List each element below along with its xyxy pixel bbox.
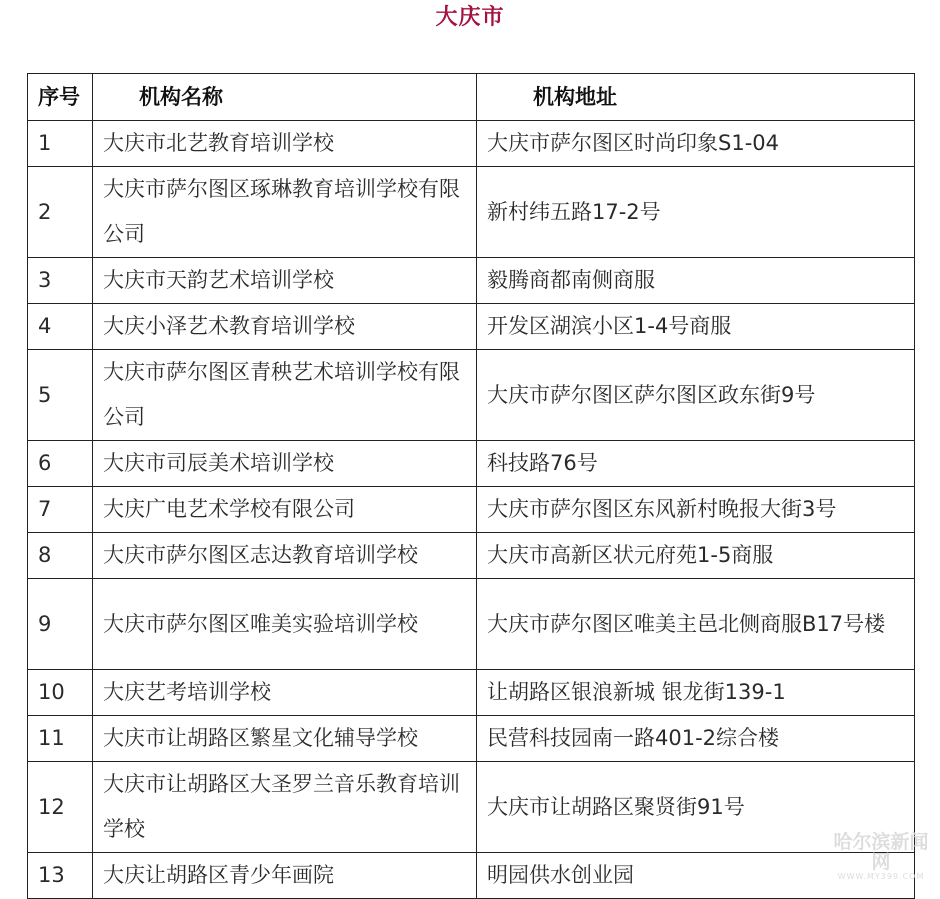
watermark-text: 哈尔滨新闻网 xyxy=(833,831,929,873)
table-row xyxy=(28,853,915,899)
row-name: 大庆小泽艺术教育培训学校 xyxy=(93,304,477,350)
row-address: 大庆市萨尔图区萨尔图区政东街9号 xyxy=(477,350,915,441)
row-address: 大庆市萨尔图区唯美主邑北侧商服B17号楼 xyxy=(477,579,915,670)
table-header-row xyxy=(28,74,915,121)
row-index: 3 xyxy=(28,258,93,304)
row-address: 开发区湖滨小区1-4号商服 xyxy=(477,304,915,350)
table-row xyxy=(28,670,915,716)
table-row xyxy=(28,167,915,258)
row-index: 5 xyxy=(28,350,93,441)
header-name: 机构名称 xyxy=(93,74,477,121)
row-name: 大庆广电艺术学校有限公司 xyxy=(93,487,477,533)
row-address: 民营科技园南一路401-2综合楼 xyxy=(477,716,915,762)
table-row xyxy=(28,716,915,762)
row-name: 大庆市萨尔图区青秧艺术培训学校有限公司 xyxy=(93,350,477,441)
table-row xyxy=(28,579,915,670)
row-index: 6 xyxy=(28,441,93,487)
row-index: 9 xyxy=(28,579,93,670)
table-row xyxy=(28,441,915,487)
row-address: 大庆市让胡路区聚贤街91号 xyxy=(477,762,915,853)
row-index: 7 xyxy=(28,487,93,533)
watermark-subtext: WWW.MY399.COM xyxy=(837,872,925,881)
row-index: 12 xyxy=(28,762,93,853)
row-name: 大庆市让胡路区大圣罗兰音乐教育培训学校 xyxy=(93,762,477,853)
row-index: 8 xyxy=(28,533,93,579)
row-index: 4 xyxy=(28,304,93,350)
row-name: 大庆让胡路区青少年画院 xyxy=(93,853,477,899)
page-title: 大庆市 xyxy=(435,5,505,30)
row-address: 毅腾商都南侧商服 xyxy=(477,258,915,304)
table-row xyxy=(28,258,915,304)
row-address: 大庆市萨尔图区东风新村晚报大街3号 xyxy=(477,487,915,533)
table-row xyxy=(28,121,915,167)
row-address: 科技路76号 xyxy=(477,441,915,487)
row-address: 明园供水创业园 xyxy=(477,853,915,899)
row-name: 大庆市萨尔图区志达教育培训学校 xyxy=(93,533,477,579)
row-name: 大庆艺考培训学校 xyxy=(93,670,477,716)
row-name: 大庆市司辰美术培训学校 xyxy=(93,441,477,487)
watermark-logo xyxy=(826,831,936,881)
institution-table xyxy=(27,73,915,899)
row-index: 2 xyxy=(28,167,93,258)
row-address: 新村纬五路17-2号 xyxy=(477,167,915,258)
table-row xyxy=(28,487,915,533)
row-address: 让胡路区银浪新城 银龙街139-1 xyxy=(477,670,915,716)
row-name: 大庆市萨尔图区唯美实验培训学校 xyxy=(93,579,477,670)
row-index: 10 xyxy=(28,670,93,716)
row-name: 大庆市北艺教育培训学校 xyxy=(93,121,477,167)
row-index: 11 xyxy=(28,716,93,762)
row-address: 大庆市萨尔图区时尚印象S1-04 xyxy=(477,121,915,167)
header-index: 序号 xyxy=(28,74,93,121)
table-row xyxy=(28,350,915,441)
row-name: 大庆市让胡路区繁星文化辅导学校 xyxy=(93,716,477,762)
row-address: 大庆市高新区状元府苑1-5商服 xyxy=(477,533,915,579)
row-index: 13 xyxy=(28,853,93,899)
header-address: 机构地址 xyxy=(477,74,915,121)
row-index: 1 xyxy=(28,121,93,167)
row-name: 大庆市萨尔图区琢琳教育培训学校有限公司 xyxy=(93,167,477,258)
table-row xyxy=(28,304,915,350)
table-row xyxy=(28,533,915,579)
table-row xyxy=(28,762,915,853)
row-name: 大庆市天韵艺术培训学校 xyxy=(93,258,477,304)
